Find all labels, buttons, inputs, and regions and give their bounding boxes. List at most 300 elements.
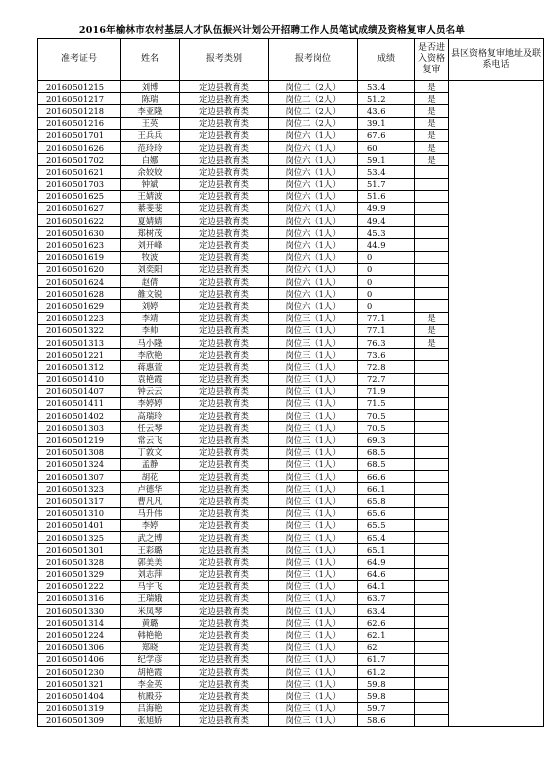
cell-score: 49.4 [358,215,415,227]
cell-position: 岗位六（1人） [269,251,358,263]
cell-name: 胡花 [121,471,180,483]
cell-address [449,702,544,714]
cell-name: 孟静 [121,458,180,470]
header-review: 是否进入资格复审 [415,39,449,81]
cell-position: 岗位六（1人） [269,166,358,178]
cell-review [415,422,449,434]
cell-exam-id: 20160501217 [38,93,121,105]
cell-address [449,617,544,629]
cell-position: 岗位三（1人） [269,483,358,495]
cell-score: 43.6 [358,105,415,117]
cell-score: 59.8 [358,690,415,702]
cell-name: 蒋惠萱 [121,361,180,373]
cell-address [449,434,544,446]
table-row [38,324,544,336]
cell-address [449,288,544,300]
cell-review: 是 [415,336,449,348]
cell-score: 65.5 [358,519,415,531]
table-row [38,178,544,190]
cell-exam-id: 20160501406 [38,653,121,665]
cell-review [415,531,449,543]
header-category: 报考类别 [180,39,269,81]
cell-category: 定边县教育类 [180,495,269,507]
cell-address [449,190,544,202]
cell-score: 44.9 [358,239,415,251]
cell-score: 68.5 [358,458,415,470]
header-name: 姓名 [121,39,180,81]
cell-exam-id: 20160501620 [38,263,121,275]
cell-review [415,458,449,470]
table-row [38,446,544,458]
cell-position: 岗位三（1人） [269,592,358,604]
cell-score: 64.6 [358,568,415,580]
cell-exam-id: 20160501411 [38,397,121,409]
cell-position: 岗位三（1人） [269,666,358,678]
cell-name: 李金英 [121,678,180,690]
cell-score: 65.1 [358,544,415,556]
cell-exam-id: 20160501216 [38,117,121,129]
cell-score: 65.8 [358,495,415,507]
cell-review: 是 [415,312,449,324]
table-row [38,227,544,239]
cell-exam-id: 20160501701 [38,129,121,141]
cell-address [449,215,544,227]
cell-name: 卢德华 [121,483,180,495]
table-row [38,544,544,556]
cell-score: 67.6 [358,129,415,141]
cell-name: 刘奕阳 [121,263,180,275]
cell-name: 马升伟 [121,507,180,519]
cell-category: 定边县教育类 [180,617,269,629]
cell-address [449,361,544,373]
cell-name: 王婧波 [121,190,180,202]
table-row [38,312,544,324]
cell-position: 岗位三（1人） [269,446,358,458]
cell-exam-id: 20160501219 [38,434,121,446]
cell-review [415,446,449,458]
cell-position: 岗位三（1人） [269,410,358,422]
cell-address [449,422,544,434]
cell-address [449,336,544,348]
cell-category: 定边县教育类 [180,93,269,105]
cell-position: 岗位三（1人） [269,531,358,543]
cell-category: 定边县教育类 [180,117,269,129]
cell-position: 岗位六（1人） [269,202,358,214]
cell-category: 定边县教育类 [180,202,269,214]
cell-review: 是 [415,129,449,141]
cell-exam-id: 20160501404 [38,690,121,702]
cell-position: 岗位六（1人） [269,215,358,227]
cell-name: 李亚隆 [121,105,180,117]
cell-exam-id: 20160501321 [38,678,121,690]
cell-position: 岗位三（1人） [269,507,358,519]
cell-exam-id: 20160501702 [38,154,121,166]
table-row [38,300,544,312]
cell-position: 岗位三（1人） [269,373,358,385]
cell-review [415,714,449,726]
cell-address [449,166,544,178]
cell-exam-id: 20160501222 [38,580,121,592]
cell-category: 定边县教育类 [180,324,269,336]
cell-name: 米凤琴 [121,605,180,617]
cell-position: 岗位二（2人） [269,93,358,105]
cell-review [415,629,449,641]
cell-review [415,227,449,239]
cell-position: 岗位六（1人） [269,288,358,300]
table-row [38,471,544,483]
cell-review [415,556,449,568]
cell-review [415,592,449,604]
cell-score: 72.7 [358,373,415,385]
cell-name: 纪学彦 [121,653,180,665]
cell-name: 刘博 [121,81,180,93]
cell-name: 常云飞 [121,434,180,446]
cell-exam-id: 20160501622 [38,215,121,227]
cell-position: 岗位三（1人） [269,556,358,568]
cell-exam-id: 20160501317 [38,495,121,507]
table-row [38,556,544,568]
cell-review [415,349,449,361]
table-row [38,519,544,531]
cell-category: 定边县教育类 [180,410,269,422]
cell-category: 定边县教育类 [180,129,269,141]
cell-review [415,361,449,373]
cell-review [415,702,449,714]
cell-exam-id: 20160501313 [38,336,121,348]
cell-review [415,666,449,678]
cell-category: 定边县教育类 [180,653,269,665]
cell-name: 李靖 [121,312,180,324]
cell-exam-id: 20160501328 [38,556,121,568]
cell-category: 定边县教育类 [180,544,269,556]
cell-score: 51.2 [358,93,415,105]
table-row [38,410,544,422]
cell-score: 73.6 [358,349,415,361]
cell-exam-id: 20160501215 [38,81,121,93]
table-row [38,653,544,665]
cell-category: 定边县教育类 [180,641,269,653]
cell-score: 69.3 [358,434,415,446]
cell-address [449,531,544,543]
cell-review [415,617,449,629]
cell-address [449,544,544,556]
cell-name: 夏婧婧 [121,215,180,227]
cell-name: 余姣姣 [121,166,180,178]
cell-review [415,190,449,202]
cell-category: 定边县教育类 [180,434,269,446]
cell-exam-id: 20160501330 [38,605,121,617]
table-row [38,678,544,690]
cell-category: 定边县教育类 [180,507,269,519]
cell-review: 是 [415,141,449,153]
cell-category: 定边县教育类 [180,666,269,678]
cell-score: 63.7 [358,592,415,604]
cell-score: 76.3 [358,336,415,348]
table-row [38,385,544,397]
header-address: 县区资格复审地址及联系电话 [449,39,544,81]
cell-address [449,410,544,422]
cell-category: 定边县教育类 [180,154,269,166]
cell-address [449,678,544,690]
cell-score: 0 [358,276,415,288]
results-table [37,38,544,727]
table-row [38,422,544,434]
cell-address [449,446,544,458]
cell-address [449,458,544,470]
cell-position: 岗位六（1人） [269,227,358,239]
cell-score: 77.1 [358,312,415,324]
cell-address [449,495,544,507]
document-title: 2016年榆林市农村基层人才队伍振兴计划公开招聘工作人员笔试成绩及资格复审人员名单 [78,25,466,36]
cell-address [449,556,544,568]
cell-exam-id: 20160501410 [38,373,121,385]
cell-exam-id: 20160501329 [38,568,121,580]
cell-address [449,605,544,617]
cell-position: 岗位三（1人） [269,678,358,690]
cell-name: 钟斌 [121,178,180,190]
cell-review [415,385,449,397]
table-row [38,531,544,543]
cell-name: 马小隆 [121,336,180,348]
cell-exam-id: 20160501307 [38,471,121,483]
cell-position: 岗位六（1人） [269,263,358,275]
table-row [38,592,544,604]
cell-address [449,568,544,580]
cell-position: 岗位三（1人） [269,653,358,665]
cell-exam-id: 20160501626 [38,141,121,153]
cell-category: 定边县教育类 [180,519,269,531]
cell-exam-id: 20160501401 [38,519,121,531]
cell-name: 武之博 [121,531,180,543]
cell-category: 定边县教育类 [180,592,269,604]
table-row [38,251,544,263]
cell-score: 60 [358,141,415,153]
cell-exam-id: 20160501306 [38,641,121,653]
cell-exam-id: 20160501325 [38,531,121,543]
cell-name: 白娜 [121,154,180,166]
cell-name: 郑晓 [121,641,180,653]
cell-score: 62.6 [358,617,415,629]
cell-position: 岗位三（1人） [269,580,358,592]
table-row [38,397,544,409]
cell-exam-id: 20160501627 [38,202,121,214]
cell-review [415,215,449,227]
cell-review: 是 [415,117,449,129]
cell-category: 定边县教育类 [180,422,269,434]
cell-position: 岗位三（1人） [269,324,358,336]
cell-name: 王瑞娥 [121,592,180,604]
cell-name: 王彩璐 [121,544,180,556]
cell-position: 岗位三（1人） [269,361,358,373]
cell-exam-id: 20160501619 [38,251,121,263]
cell-category: 定边县教育类 [180,629,269,641]
cell-position: 岗位三（1人） [269,495,358,507]
cell-category: 定边县教育类 [180,446,269,458]
cell-category: 定边县教育类 [180,483,269,495]
cell-exam-id: 20160501218 [38,105,121,117]
cell-position: 岗位三（1人） [269,422,358,434]
cell-score: 51.7 [358,178,415,190]
header-score: 成绩 [358,39,415,81]
cell-score: 51.6 [358,190,415,202]
cell-review [415,495,449,507]
cell-review [415,300,449,312]
cell-position: 岗位六（1人） [269,129,358,141]
cell-score: 66.6 [358,471,415,483]
cell-score: 61.7 [358,653,415,665]
cell-name: 郭美美 [121,556,180,568]
cell-exam-id: 20160501323 [38,483,121,495]
table-row [38,276,544,288]
table-row [38,641,544,653]
cell-position: 岗位三（1人） [269,471,358,483]
cell-address [449,666,544,678]
table-row [38,81,544,93]
cell-address [449,93,544,105]
cell-score: 61.2 [358,666,415,678]
cell-score: 68.5 [358,446,415,458]
cell-exam-id: 20160501324 [38,458,121,470]
cell-category: 定边县教育类 [180,678,269,690]
cell-position: 岗位六（1人） [269,239,358,251]
cell-address [449,507,544,519]
cell-address [449,202,544,214]
cell-name: 王英 [121,117,180,129]
cell-review: 是 [415,324,449,336]
cell-exam-id: 20160501407 [38,385,121,397]
cell-review [415,239,449,251]
cell-category: 定边县教育类 [180,361,269,373]
table-row [38,349,544,361]
table-row [38,141,544,153]
cell-position: 岗位三（1人） [269,568,358,580]
cell-address [449,653,544,665]
cell-review [415,276,449,288]
cell-review [415,410,449,422]
cell-review [415,690,449,702]
cell-position: 岗位三（1人） [269,397,358,409]
table-row [38,666,544,678]
cell-review [415,568,449,580]
cell-address [449,324,544,336]
cell-exam-id: 20160501625 [38,190,121,202]
cell-category: 定边县教育类 [180,531,269,543]
cell-position: 岗位三（1人） [269,519,358,531]
table-row [38,361,544,373]
cell-review [415,373,449,385]
table-row [38,495,544,507]
cell-exam-id: 20160501303 [38,422,121,434]
table-row [38,483,544,495]
cell-address [449,397,544,409]
cell-name: 杭殿芬 [121,690,180,702]
cell-position: 岗位六（1人） [269,154,358,166]
cell-review [415,178,449,190]
table-row [38,202,544,214]
cell-category: 定边县教育类 [180,288,269,300]
cell-position: 岗位六（1人） [269,276,358,288]
cell-review: 是 [415,93,449,105]
table-row [38,605,544,617]
cell-category: 定边县教育类 [180,239,269,251]
cell-address [449,483,544,495]
cell-score: 64.9 [358,556,415,568]
table-row [38,129,544,141]
table-row [38,166,544,178]
cell-name: 牧波 [121,251,180,263]
cell-score: 0 [358,251,415,263]
cell-address [449,349,544,361]
cell-category: 定边县教育类 [180,714,269,726]
cell-address [449,117,544,129]
cell-category: 定边县教育类 [180,190,269,202]
cell-exam-id: 20160501623 [38,239,121,251]
cell-score: 53.4 [358,166,415,178]
cell-review [415,166,449,178]
cell-name: 王兵兵 [121,129,180,141]
cell-score: 64.1 [358,580,415,592]
cell-review: 是 [415,154,449,166]
cell-position: 岗位三（1人） [269,312,358,324]
cell-name: 韩艳艳 [121,629,180,641]
cell-score: 66.1 [358,483,415,495]
cell-category: 定边县教育类 [180,556,269,568]
cell-score: 70.5 [358,422,415,434]
cell-category: 定边县教育类 [180,605,269,617]
cell-address [449,178,544,190]
cell-category: 定边县教育类 [180,373,269,385]
cell-address [449,519,544,531]
cell-position: 岗位三（1人） [269,349,358,361]
cell-address [449,239,544,251]
cell-address [449,629,544,641]
cell-name: 钟云云 [121,385,180,397]
cell-exam-id: 20160501319 [38,702,121,714]
cell-score: 59.1 [358,154,415,166]
cell-position: 岗位二（2人） [269,117,358,129]
cell-address [449,641,544,653]
cell-exam-id: 20160501624 [38,276,121,288]
cell-exam-id: 20160501309 [38,714,121,726]
cell-address [449,312,544,324]
cell-name: 刘志萍 [121,568,180,580]
cell-position: 岗位二（2人） [269,105,358,117]
table-header-row [38,39,544,81]
cell-category: 定边县教育类 [180,349,269,361]
cell-position: 岗位三（1人） [269,434,358,446]
cell-category: 定边县教育类 [180,141,269,153]
cell-category: 定边县教育类 [180,300,269,312]
cell-category: 定边县教育类 [180,336,269,348]
cell-review [415,580,449,592]
cell-score: 63.4 [358,605,415,617]
cell-review [415,202,449,214]
cell-score: 59.7 [358,702,415,714]
cell-position: 岗位六（1人） [269,300,358,312]
cell-name: 马宇飞 [121,580,180,592]
cell-address [449,471,544,483]
cell-score: 0 [358,263,415,275]
table-row [38,714,544,726]
cell-exam-id: 20160501629 [38,300,121,312]
table-row [38,190,544,202]
cell-name: 范玲玲 [121,141,180,153]
cell-score: 72.8 [358,361,415,373]
cell-score: 59.8 [358,678,415,690]
cell-review [415,544,449,556]
cell-address [449,154,544,166]
cell-exam-id: 20160501224 [38,629,121,641]
